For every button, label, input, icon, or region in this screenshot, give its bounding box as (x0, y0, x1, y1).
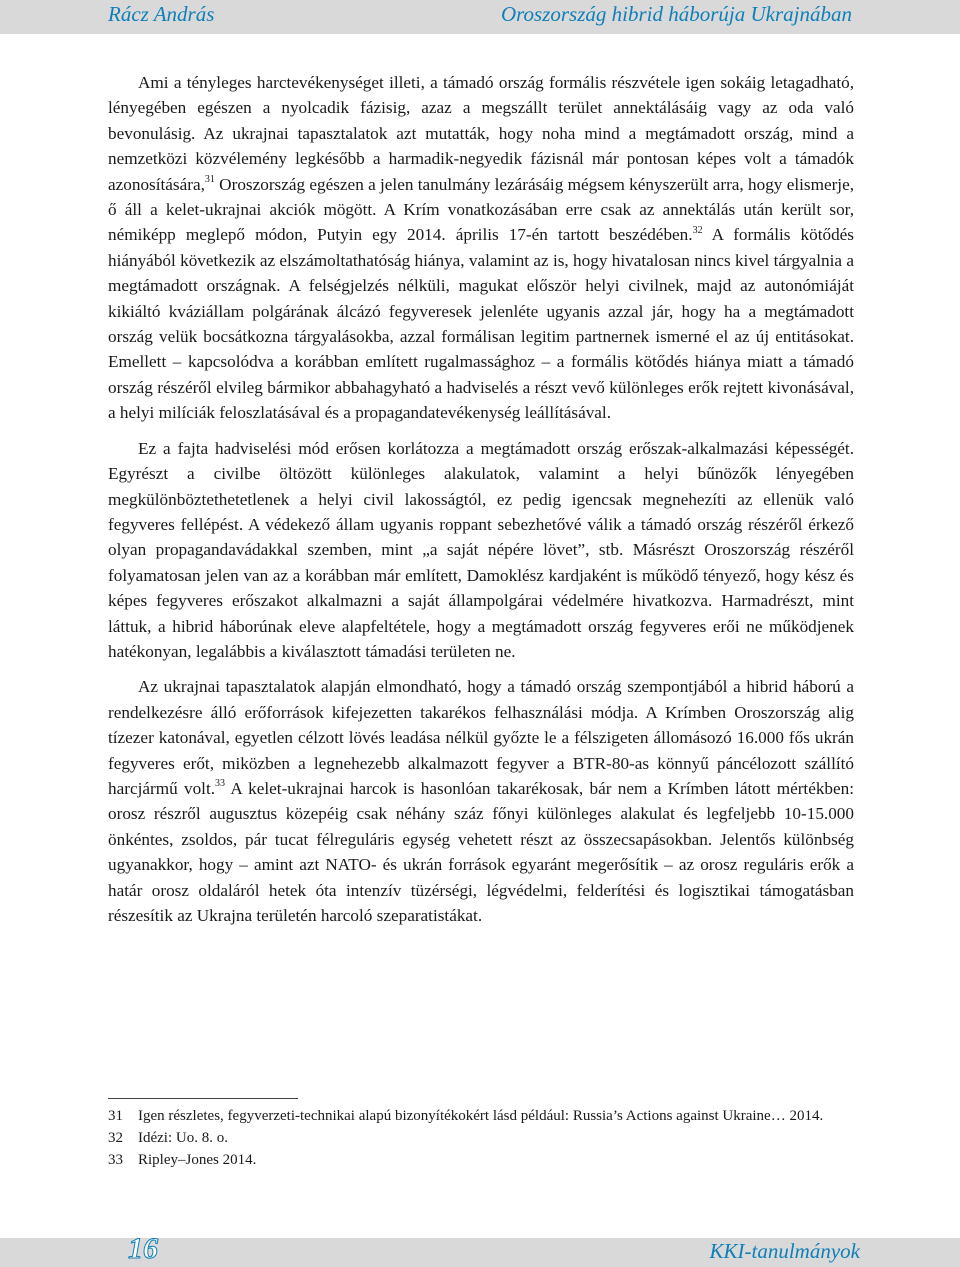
footer-publication: KKI-tanulmányok (709, 1239, 860, 1263)
footnote-text: Igen részletes, fegyverzeti-technikai alapú bizonyítékokért lásd például: Russia’s Actions against Ukraine… 2014. (138, 1108, 824, 1124)
header-title: Oroszország hibrid háborúja Ukrajnában (500, 2, 852, 26)
paragraph-1 (108, 70, 854, 426)
footnote-33 (108, 1150, 854, 1171)
footnote-ref-31[interactable]: 31 (204, 173, 215, 185)
footnote-number: 32 (108, 1130, 123, 1146)
paragraph-1-part-b: Oroszország egészen a jelen tanulmány lezárásáig mégsem kényszerült arra, hogy elismerje, ő áll a kelet-ukrajnai akciók mögött. A Krím vonatkozásában erre csak az annektálás után került sor, némiképp meglepő módon, Putyin egy 2014. április 17-én tartott beszédében. (108, 174, 854, 245)
header-author: Rácz András (108, 2, 215, 26)
footnote-number: 31 (108, 1108, 123, 1124)
body-text (108, 70, 854, 928)
footnote-number: 33 (108, 1152, 123, 1168)
footnote-text: Ripley–Jones 2014. (138, 1152, 257, 1168)
footnote-ref-33[interactable]: 33 (215, 778, 226, 790)
header-bar (0, 0, 960, 34)
footnote-31 (108, 1106, 854, 1127)
footnote-text: Idézi: Uo. 8. o. (138, 1130, 228, 1146)
paragraph-1-part-a: Ami a tényleges harctevékenységet illeti, a támadó ország formális részvétele igen sokáig letagadható, lényegében egészen a nyolcadik fázisig, azaz a megszállt terület annektálásáig vagy az oda való bevonulásig. Az ukrajnai tapasztalatok azt mutatták, hogy noha mind a megtámadott ország, mind a nemzetközi közvélemény legkésőbb a harmadik-negyedik fázisnál már pontosan képes volt a támadók azonosítására, (108, 73, 854, 194)
page-number: 16 (128, 1232, 158, 1265)
paragraph-2: Ez a fajta hadviselési mód erősen korlátozza a megtámadott ország erőszak-alkalmazási képességét. Egyrészt a civilbe öltözött különleges alakulatok, valamint a helyi bűnözők lényegében megkülönböztethetetlenek a helyi civil lakosságtól, ez pedig igencsak megnehezíti az ellenük való fegyveres fellépést. A védekező állam ugyanis roppant sebezhetővé válik a támadó ország részéről érkező olyan propagandavádakkal szemben, mint „a saját népére lövet”, stb. Másrészt Oroszország részéről folyamatosan jelen van az a korábban már említett, Damoklész kardjaként is működő tényező, hogy kész és képes fegyveres erőszakot alkalmazni a saját állampolgárai védelmére hivatkozva. Harmadrészt, mint láttuk, a hibrid háborúnak eleve alapfeltétele, hogy a megtámadott ország fegyveres erői ne működjenek hatékonyan, legalábbis a kiválasztott támadási területen ne. (108, 438, 854, 661)
footnote-ref-32[interactable]: 32 (692, 224, 703, 236)
paragraph-3-part-a: Az ukrajnai tapasztalatok alapján elmondható, hogy a támadó ország szempontjából a hibrid háború a rendelkezésre álló erőforrások kifejezetten takarékos felhasználási módja. A Krímben Oroszország alig tízezer katonával, egyetlen célzott lövés leadása nélkül győzte le a félszigeten állomásozó 16.000 fős ukrán fegyveres erőt, miközben a legnehezebb alkalmazott fegyver a BTR-80-as könnyű páncélozott szállító harcjármű volt. (108, 677, 854, 798)
paragraph-3 (108, 674, 854, 928)
paragraph-3-part-b: A kelet-ukrajnai harcok is hasonlóan takarékosak, bár nem a Krímben látott mértékben: orosz részről augusztus közepéig csak néhány száz főnyi különleges alakulat és legfeljebb 10-15.000 önkéntes, zsoldos, pár tucat félreguláris egység vehetett részt az összecsapásokban. Jelentős különbség ugyanakkor, hogy – amint azt NATO- és ukrán források egyaránt megerősítik – az orosz reguláris erők a határ orosz oldaláról hetek óta intenzív tüzérségi, légvédelmi, felderítési és logisztikai támogatásban részesítik az Ukrajna területén harcoló szeparatistákat. (108, 778, 855, 925)
footnotes (108, 1106, 854, 1172)
footnote-divider (108, 1098, 298, 1099)
paragraph-1-part-c: A formális kötődés hiányából következik az elszámoltathatóság hiánya, valamint az is, hogy hivatalosan nincs kivel tárgyalnia a megtámadott országnak. A felségjelzés nélküli, magukat először helyi civilnek, majd az autonómiáját kikiáltó kváziállam polgárának álcázó fegyveresek jelenléte ugyanis azzal jár, hogy ha a megtámadott ország velük bocsátkozna tárgyalásokba, azzal formálisan legitim partnernek ismerné el az új entitásokat. Emellett – kapcsolódva a korábban említett rugalmassághoz – a formális kötődés hiánya miatt a támadó ország részéről elvileg bármikor abbahagyható a hadviselés a részt vevő különleges erők rejtett kivonásával, a helyi milíciák feloszlatásával és a propagandatevékenység leállításával. (108, 225, 854, 423)
footnote-32 (108, 1128, 854, 1149)
